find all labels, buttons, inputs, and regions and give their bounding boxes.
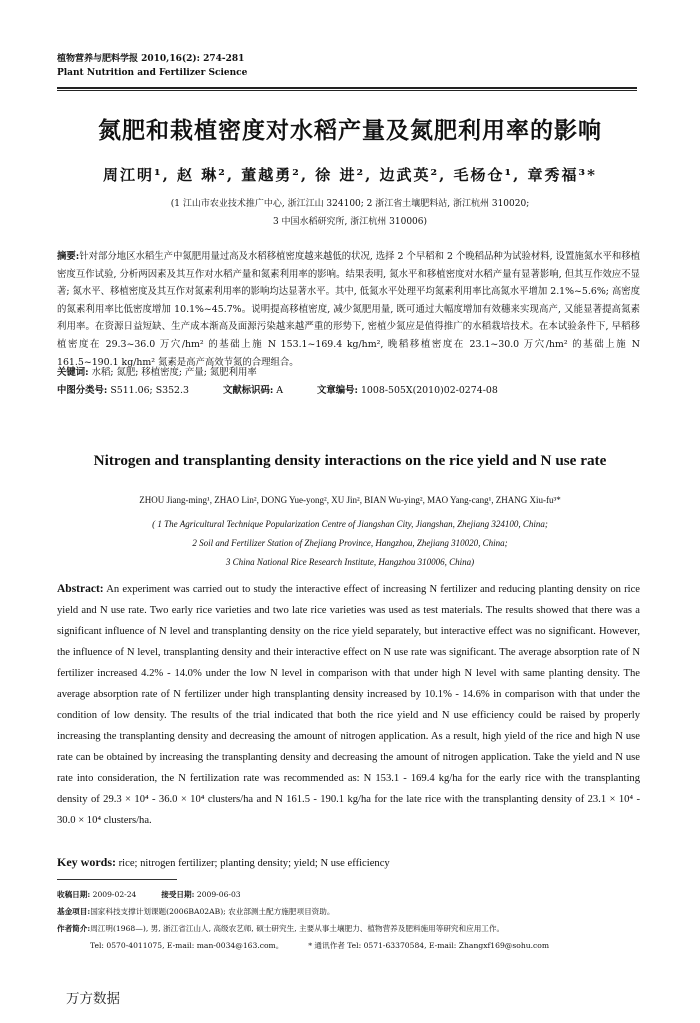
- en-affil-line2: 2 Soil and Fertilizer Station of Zhejiang Province, Hangzhou, Zhejiang 310020, China;: [192, 538, 508, 548]
- footnote-dates: [57, 886, 647, 903]
- en-abstract-text: An experiment was carried out to study the interactive effect of increasing N fertilizer and reducing planting density on rice yield and N use rate. Two early rice varieties and two late rice varieties was used as test materials. The results showed that there was a significant influence of N level and transplanting density on the rice yield separately, but interactive effect was no significant. However, the influence of N level, transplanting density and their interactive effect on N use rate was significant. The average absorption rate of N fertilizer increased 4.2% - 14.0% under the low N level in comparison with that under high N level with same planting density. The average absorption rate of N fertilizer under high transplanting density increased by 10.1% - 14.6% in comparison with that under the condition of low density. The results of the trial indicated that both the rice yield and N use efficiency could be raised by properly increasing the transplanting density and decreasing the amount of nitrogen application. As a result, high yield of the rice and high N use rate can be obtained by increasing the transplanting density and decreasing the amount of nitrogen application. Take the yield and N use rate into consideration, the N fertilization rate was recommended as: N 153.1 - 169.4 kg/ha for the early rice with the transplanting density of 29.3 × 10⁴ - 36.0 × 10⁴ clusters/ha and N 161.5 - 190.1 kg/ha for the late rice with the transplanting density of 23.1 × 10⁴ - 30.0 × 10⁴ clusters/ha.: [57, 584, 640, 826]
- contact-text: Tel: 0570-4011075, E-mail: man-0034@163.com。: [90, 941, 284, 950]
- article-value: 1008-505X(2010)02-0274-08: [360, 385, 498, 396]
- journal-cn: 植物营养与肥料学报 2010,16(2): 274-281: [57, 54, 245, 64]
- header-rule: [57, 87, 637, 89]
- cn-title: 氮肥和栽植密度对水稻产量及氮肥利用率的影响: [98, 117, 602, 144]
- en-title: Nitrogen and transplanting density interactions on the rice yield and N use rate: [93, 452, 607, 469]
- en-keywords: [57, 855, 640, 870]
- cn-keywords-text: 水稻; 氮肥; 移植密度; 产量; 氮肥利用率: [91, 367, 257, 378]
- footnote-rule: [57, 879, 177, 880]
- en-abstract: [57, 579, 640, 831]
- cn-affil-line2: 3 中国水稻研究所, 浙江杭州 310006): [272, 217, 428, 227]
- class-label: 中图分类号:: [57, 385, 108, 396]
- fund-label: 基金项目:: [57, 907, 91, 916]
- cn-authors: 周江明¹, 赵 琳², 董越勇², 徐 进², 边武英², 毛杨仓¹, 章秀福³*: [103, 166, 597, 184]
- cn-affiliations: [0, 195, 700, 231]
- accepted-date: 2009-06-03: [196, 890, 241, 899]
- cn-keywords-label: 关键词:: [57, 367, 89, 378]
- fund-text: 国家科技支撑计划课题(2006BA02AB); 农业部测土配方施肥项目资助。: [90, 907, 335, 916]
- footnote-contact: [57, 937, 647, 954]
- cn-abstract-text: 针对部分地区水稻生产中氮肥用量过高及水稻移植密度越来越低的状况, 选择 2 个早稻和 2 个晚稻品种为试验材料, 设置施氮水平和移植密度互作试验, 分析两因素及其互作对水稻产量和氮素利用率的影响。结果表明, 氮水平和移植密度对水稻产量有显著影响, 但其互作效应不显著; 氮水平、移植密度及其互作对氮素利用率的影响均达显著水平。其中, 低氮水平处理平均氮素利用率比高氮水平增加 2.1%~5.6%; 高密度的氮素利用率比低密度增加 10.1%~45.7%。说明提高移植密度, 减少氮肥用量, 既可通过大幅度增加有效穗来实现高产, 又能显著提高氮素利用率。在资源日益短缺、生产成本渐高及面源污染越来越严重的形势下, 密植少氮应是值得推广的水稻栽培技术。在本试验条件下, 早稻移植密度在 29.3~36.0 万穴/hm² 的基础上施 N 153.1~169.4 kg/hm², 晚稻移植密度在 23.1~30.0 万穴/hm² 的基础上施 N 161.5~190.1 kg/hm² 氮素是高产高效节氮的合理组合。: [57, 251, 640, 368]
- footnotes: [57, 886, 647, 954]
- cn-abstract-label: 摘要:: [57, 251, 80, 262]
- en-affil-line3: 3 China National Rice Research Institute, Hangzhou 310006, China): [225, 557, 475, 567]
- en-affiliations: [0, 515, 700, 572]
- received-date: 2009-02-24: [92, 890, 137, 899]
- watermark: 万方数据: [66, 991, 120, 1007]
- doc-label: 文献标识码:: [222, 385, 274, 396]
- en-authors: ZHOU Jiang-ming¹, ZHAO Lin², DONG Yue-yong², XU Jin², BIAN Wu-ying², MAO Yang-cang¹, ZHANG Xiu-fu³*: [139, 495, 561, 505]
- cn-classification: [57, 382, 640, 399]
- author-text: 周江明(1968—), 男, 浙江省江山人, 高级农艺师, 硕士研究生, 主要从事土壤肥力、植物营养及肥料施用等研究和应用工作。: [90, 924, 505, 933]
- doc-value: A: [276, 385, 284, 396]
- footnote-fund: [57, 903, 647, 920]
- en-keywords-label: Key words:: [57, 855, 116, 869]
- cn-affil-line1: (1 江山市农业技术推广中心, 浙江江山 324100; 2 浙江省土壤肥料站, 浙江杭州 310020;: [170, 199, 530, 209]
- header-rule-thin: [57, 90, 637, 91]
- en-affil-line1: ( 1 The Agricultural Technique Popularization Centre of Jiangshan City, Jiangshan, Zhejiang 324100, China;: [152, 519, 548, 529]
- class-value: S511.06; S352.3: [110, 385, 189, 396]
- cn-keywords: [57, 364, 640, 381]
- journal-header: [57, 52, 247, 80]
- article-label: 文章编号:: [317, 385, 358, 396]
- accepted-label: 接受日期:: [161, 890, 195, 899]
- journal-en: Plant Nutrition and Fertilizer Science: [57, 68, 248, 78]
- footnote-author: [57, 920, 647, 937]
- author-label: 作者简介:: [57, 924, 91, 933]
- en-keywords-text: rice; nitrogen fertilizer; planting density; yield; N use efficiency: [118, 858, 390, 869]
- en-abstract-label: Abstract:: [57, 583, 104, 595]
- received-label: 收稿日期:: [57, 890, 91, 899]
- corresponding-text: * 通讯作者 Tel: 0571-63370584, E-mail: Zhangxf169@sohu.com: [308, 941, 550, 950]
- cn-abstract: [57, 248, 640, 371]
